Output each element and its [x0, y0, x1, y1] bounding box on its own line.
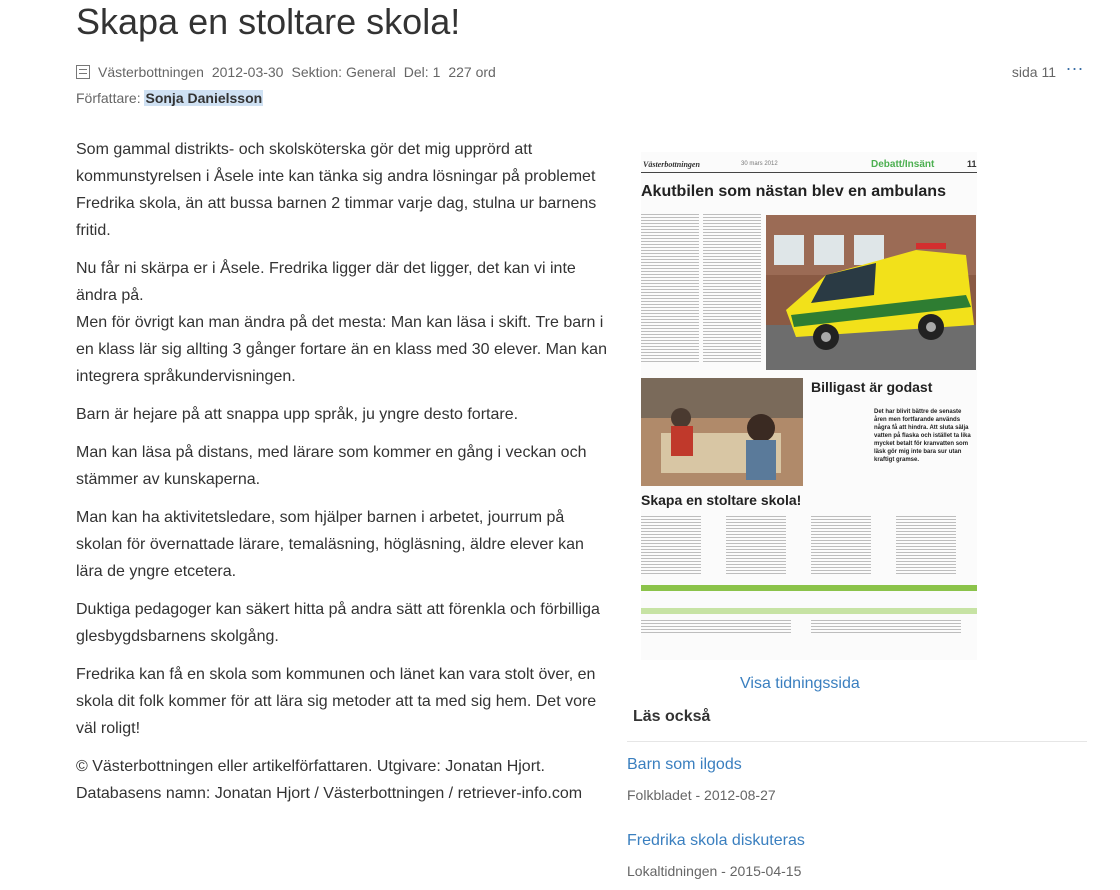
clip-date: 30 mars 2012	[741, 161, 778, 167]
clip-paper-name: Västerbottningen	[643, 160, 700, 169]
related-date: 2015-04-15	[729, 863, 802, 879]
divider	[627, 741, 1087, 742]
classroom-photo	[641, 378, 803, 486]
clip-header	[641, 158, 977, 173]
text-column-lines	[811, 516, 871, 576]
paragraph: Duktiga pedagoger kan säkert hitta på andra sätt att förenkla och förbilliga glesbygdsbarnens skolgång.	[76, 601, 600, 645]
clip-quote: Det har blivit bättre de senaste åren men fortfarande används några få att hindra. Att sluta sälja vatten på flaska och istället ta lika mycket betalt för kranvatten som läsk gör mig inte bara sur utan kraftigt gramse.	[874, 409, 971, 463]
author-label: Författare:	[76, 90, 141, 106]
related-source: Folkbladet	[627, 787, 692, 803]
page-number: sida 11	[1011, 64, 1056, 80]
part-label: Del: 1	[403, 64, 441, 80]
clip-headline: Akutbilen som nästan blev en ambulans	[641, 183, 946, 200]
author-line	[76, 90, 263, 106]
paragraph: Nu får ni skärpa er i Åsele. Fredrika ligger där det ligger, det kan vi inte ändra på.	[76, 260, 576, 304]
paragraph: Man kan ha aktivitetsledare, som hjälper barnen i arbetet, jourrum på skolan för övernattade lärare, temaläsning, högläsning, äldre elever kan lära de yngre etcetera.	[76, 509, 584, 580]
clip-green-band	[641, 608, 977, 614]
clip-subheadline: Billigast är godast	[811, 379, 933, 395]
text-column-lines	[641, 516, 701, 576]
related-heading: Läs också	[633, 708, 711, 725]
more-options-icon[interactable]: ...	[1065, 54, 1084, 74]
article-title: Skapa en stoltare skola!	[76, 1, 461, 42]
clip-section: Debatt/Insänt	[871, 159, 935, 170]
related-meta: Lokaltidningen - 2015-04-15	[627, 863, 802, 879]
text-column-lines	[811, 620, 961, 635]
clip-green-band	[641, 585, 977, 591]
paragraph: Som gammal distrikts- och skolsköterska gör det mig upprörd att kommunstyrelsen i Åsele inte kan tänka sig andra lösningar på problemet Fredrika skola, än att bussa barnen 2 timmar varje dag, stulna ur barnens fritid.	[76, 141, 597, 239]
view-page-link[interactable]: Visa tidningssida	[740, 675, 860, 692]
publish-date: 2012-03-30	[211, 64, 284, 80]
paragraph: Barn är hejare på att snappa upp språk, ju yngre desto fortare.	[76, 406, 519, 423]
text-column-lines	[641, 620, 791, 635]
paragraph: Fredrika kan få en skola som kommunen och länet kan vara stolt över, en skola dit folk kommer för att lära sig metoder att ta med sig hem. Det vore väl roligt!	[76, 666, 597, 737]
source-name: Västerbottningen	[98, 64, 204, 80]
word-count: 227 ord	[448, 64, 496, 80]
text-column-lines	[896, 516, 956, 576]
ambulance-photo	[766, 215, 976, 370]
clip-subheadline: Skapa en stoltare skola!	[641, 492, 802, 508]
related-source: Lokaltidningen	[627, 863, 718, 879]
newspaper-page-thumbnail[interactable]	[641, 152, 977, 660]
text-column-lines	[726, 516, 786, 576]
related-link-fredrika-skola[interactable]: Fredrika skola diskuteras	[627, 832, 805, 849]
paragraph: Men för övrigt kan man ändra på det mesta: Man kan läsa i skift. Tre barn i en klass lär sig allting 3 gånger fortare än en klass med 30 elever. Man kan integrera språkundervisningen.	[76, 314, 607, 385]
related-date: 2012-08-27	[704, 787, 776, 803]
paragraph: Man kan läsa på distans, med lärare som kommer en gång i veckan och stämmer av kunskaperna.	[76, 444, 587, 488]
clip-page: 11	[967, 159, 977, 169]
article-body	[76, 136, 614, 818]
author-name: Sonja Danielsson	[145, 90, 263, 106]
text-column-lines	[703, 214, 761, 364]
document-icon	[76, 65, 90, 79]
related-link-barn-som-ilgods[interactable]: Barn som ilgods	[627, 756, 742, 773]
related-meta: Folkbladet - 2012-08-27	[627, 787, 776, 803]
section-label: Sektion: General	[291, 64, 396, 80]
text-column-lines	[641, 214, 699, 364]
copyright-note: © Västerbottningen eller artikelförfattaren. Utgivare: Jonatan Hjort. Databasens namn: Jonatan Hjort / Västerbottningen / retriever-info.com	[76, 758, 583, 802]
article-meta	[76, 64, 496, 80]
